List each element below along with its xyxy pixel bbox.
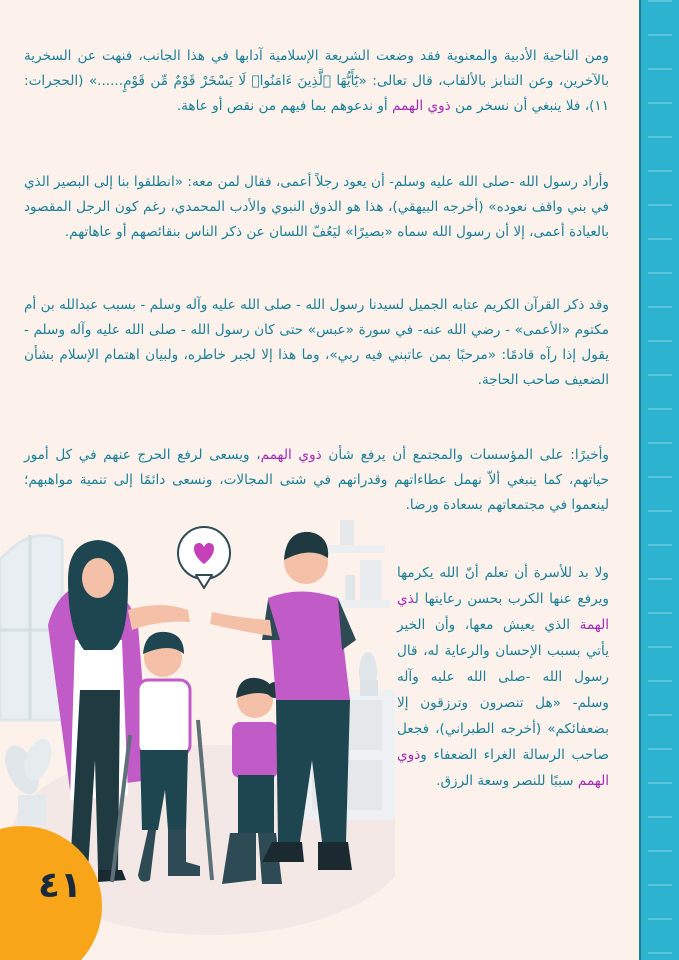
highlight-dhawi-al-himam: ذوي الهمم (392, 98, 451, 114)
paragraph-4 (24, 443, 609, 518)
decorative-side-band (641, 0, 679, 960)
paragraph-5-text-b: الذي يعيش معها، وأن الخير يأتي بسبب الإحسان والرعاية له، قال رسول الله -صلى الله عليه وآله وسلم- «هل تنصرون وترزقون إلا بضعفائكم» (أخرجه الطبراني)، فجعل صاحب الرسالة الغراء الضعفاء و (397, 617, 609, 763)
side-band-pattern (648, 0, 672, 960)
paragraph-3-text: وقد ذكر القرآن الكريم عتابه الجميل لسيدنا رسول الله - صلى الله عليه وآله وسلم - بسبب عبدالله بن أم مكتوم «الأعمى» - رضي الله عنه- في سورة «عبس» حتى كان رسول الله - صلى الله عليه وآله وسلم - يقول إذا رآه قادمًا: «مرحبًا بمن عاتبني فيه ربي»، وما هذا إلا لجبر خاطره، ولبيان اهتمام الإسلام بشأن الضعيف صاحب الحاجة. (24, 297, 609, 388)
page-number: ٤١ (38, 865, 82, 906)
paragraph-5-text-a: ولا بد للأسرة أن تعلم أنّ الله يكرمها ويرفع عنها الكرب بحسن رعايتها ل (397, 565, 609, 607)
paragraph-4-text-a: وأخيرًا: على المؤسسات والمجتمع أن يرفع شأن (321, 447, 610, 463)
paragraph-2-text: وأراد رسول الله -صلى الله عليه وسلم- أن يعود رجلاً أعمى، فقال لمن معه: «انطلقوا بنا إلى البصير الذي في بني واقف نعوده» (أخرجه البيهقي)، هذا هو الذوق النبوي والأدب المحمدي، رغم كون الرجل المقصود بالعيادة أعمى، إلا أن رسول الله سماه «بصيرًا» ليَعُفّ اللسان عن ذكر الناس بنقائصهم أو عاهاتهم. (24, 174, 609, 240)
highlight-dhawi-al-himam-3: ذوي الهمم (397, 747, 609, 789)
highlight-dhawi-al-himam-2: ذوي الهمم (260, 447, 322, 463)
paragraph-1-text-b: أو ندعوهم بما فيهم من نقص أو عاهة. (176, 98, 393, 114)
highlight-dhi-al-himma: ذي الهمة (397, 591, 609, 633)
paragraph-1-text-a: ومن الناحية الأدبية والمعنوية فقد وضعت الشريعة الإسلامية آدابها في هذا الجانب، فنهت عن السخرية بالآخرين، وعن التنابز بالألقاب، قال تعالى: «يَٰٓأَيُّهَا ٱلَّذِينَ ءَامَنُوا۟ لَا يَسْخَرْ قَوْمٌ مِّن قَوْمٍ......» (الحجرات: ١١)، فلا ينبغي أن نسخر من (24, 48, 609, 114)
paragraph-4-text-b: ، ويسعى لرفع الحرج عنهم في كل أمور حياتهم، كما ينبغي ألاّ نهمل عطاءاتهم وقدراتهم في شتى المجالات، ونسعى دائمًا إلى تنمية مواهبهم؛ لينعموا في مجتمعاتهم بسعادة ورضا. (24, 447, 609, 513)
paragraph-2 (24, 170, 609, 245)
paragraph-1 (24, 44, 609, 119)
paragraph-3 (24, 293, 609, 393)
paragraph-5 (397, 560, 609, 794)
paragraph-5-text-c: سببًا للنصر وسعة الرزق. (436, 773, 578, 789)
